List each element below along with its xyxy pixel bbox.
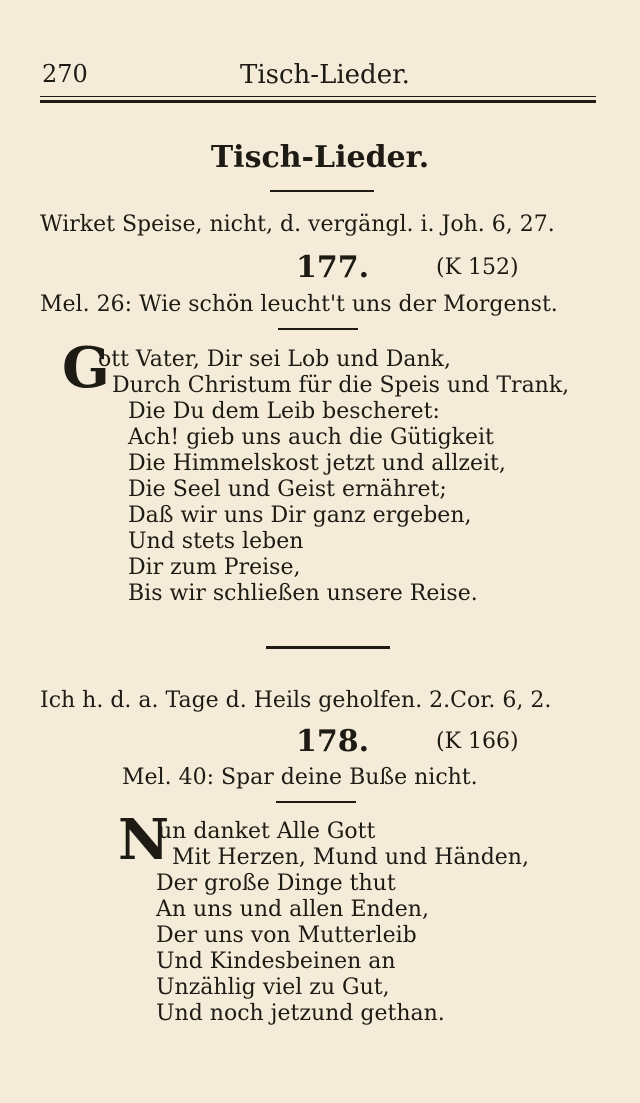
running-head: Tisch-Lieder.: [240, 60, 410, 90]
verse-line: Der große Dinge thut: [156, 871, 396, 896]
hymn-177-scripture: Wirket Speise, nicht, d. vergängl. i. Joh. 6, 27.: [40, 212, 555, 237]
hymn-177-number: 177.: [296, 250, 370, 285]
title-rule: [270, 190, 374, 192]
verse-line: Die Du dem Leib bescheret:: [128, 399, 440, 424]
verse-line: Mit Herzen, Mund und Händen,: [172, 845, 529, 870]
hymn-178-dropcap: N: [118, 807, 170, 873]
verse-line: Unzählig viel zu Gut,: [156, 975, 390, 1000]
hymn-178-melody: Mel. 40: Spar deine Buße nicht.: [122, 765, 478, 790]
hymn-178-reference: (K 166): [436, 729, 519, 754]
page-number: 270: [42, 60, 88, 88]
header-rule: [40, 96, 596, 97]
hymn-177-melody: Mel. 26: Wie schön leucht't uns der Morgenst.: [40, 292, 558, 317]
verse-line: An uns und allen Enden,: [156, 897, 429, 922]
verse-line: Und stets leben: [128, 529, 304, 554]
hymn-178-scripture: Ich h. d. a. Tage d. Heils geholfen. 2.Cor. 6, 2.: [40, 688, 552, 713]
verse-line: Ach! gieb uns auch die Gütigkeit: [128, 425, 494, 450]
verse-line: Der uns von Mutterleib: [156, 923, 417, 948]
verse-line: Durch Christum für die Speis und Trank,: [112, 373, 570, 398]
verse-line: un danket Alle Gott: [158, 819, 376, 844]
hymn-177-reference: (K 152): [436, 255, 519, 280]
section-title: Tisch-Lieder.: [210, 140, 430, 175]
verse-line: Und Kindesbeinen an: [156, 949, 396, 974]
hymn-177-dropcap: G: [62, 335, 110, 401]
hymn-177-rule: [278, 328, 358, 330]
hymn-separator: [266, 646, 390, 649]
verse-line: Daß wir uns Dir ganz ergeben,: [128, 503, 472, 528]
verse-line: Die Himmelskost jetzt und allzeit,: [128, 451, 506, 476]
verse-line: Und noch jetzund gethan.: [156, 1001, 445, 1026]
verse-line: Die Seel und Geist ernähret;: [128, 477, 447, 502]
verse-line: Dir zum Preise,: [128, 555, 301, 580]
hymn-178-number: 178.: [296, 724, 370, 759]
hymn-178-rule: [276, 801, 356, 803]
verse-line: ott Vater, Dir sei Lob und Dank,: [98, 347, 451, 372]
header-rule-thick: [40, 100, 596, 103]
verse-line: Bis wir schließen unsere Reise.: [128, 581, 478, 606]
